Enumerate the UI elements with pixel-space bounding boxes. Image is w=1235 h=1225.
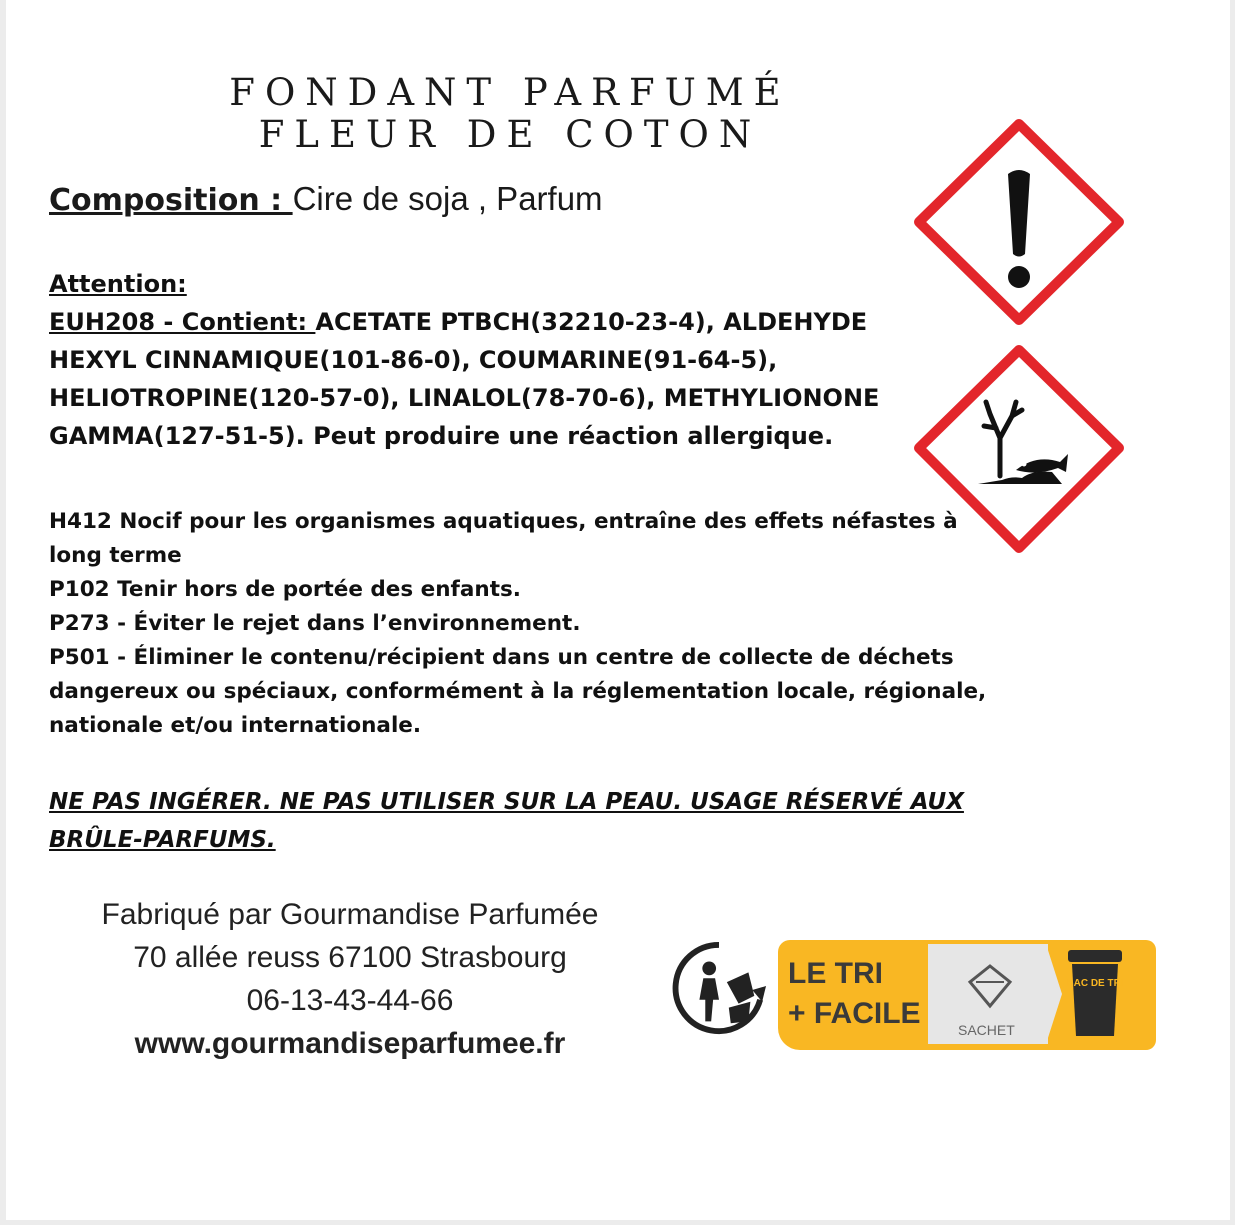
tri-line-1: LE TRI xyxy=(788,957,883,990)
manufacturer-info xyxy=(60,893,640,1065)
hazard-statement: H412 Nocif pour les organismes aquatiques, entraîne des effets néfastes à long terme xyxy=(49,509,958,568)
attention-heading: Attention: xyxy=(49,270,187,298)
product-title xyxy=(110,72,910,156)
manufacturer-phone: 06-13-43-44-66 xyxy=(246,984,454,1017)
composition-label: Composition : xyxy=(49,183,293,218)
recycling-bin-icon xyxy=(1062,948,1128,1040)
hazard-statement: P102 Tenir hors de portée des enfants. xyxy=(49,577,521,602)
exclamation-mark-icon xyxy=(912,118,1126,326)
tri-text xyxy=(788,954,928,1034)
arrow-icon xyxy=(1046,944,1062,1044)
title-line-1: FONDANT PARFUMÉ xyxy=(229,71,791,114)
tri-line-2: + FACILE xyxy=(788,997,921,1030)
hazard-statements xyxy=(49,505,989,743)
composition-value: Cire de soja , Parfum xyxy=(292,180,603,217)
title-line-2: FLEUR DE COTON xyxy=(258,113,762,156)
hazard-statement: P273 - Éviter le rejet dans l’environnement. xyxy=(49,611,581,636)
recycling-badge xyxy=(778,940,1156,1050)
euh-statement xyxy=(49,303,929,455)
composition xyxy=(49,180,603,218)
manufacturer-name: Fabriqué par Gourmandise Parfumée xyxy=(101,898,599,931)
euh-text: ACETATE PTBCH(32210-23-4), ALDEHYDE HEXYL CINNAMIQUE(101-86-0), COUMARINE(91-64-5), HELIOTROPINE(120-57-0), LINALOL(78-70-6), METHYLIONONE GAMMA(127-51-5). Peut produire une réaction allergique. xyxy=(49,308,880,450)
manufacturer-website[interactable]: www.gourmandiseparfumee.fr xyxy=(134,1027,566,1060)
euh-label: EUH208 - Contient: xyxy=(49,308,316,336)
triman-icon xyxy=(670,938,768,1038)
manufacturer-address: 70 allée reuss 67100 Strasbourg xyxy=(133,941,567,974)
environment-hazard-icon xyxy=(912,344,1126,554)
sachet-icon xyxy=(966,962,1014,1010)
bin-label: BAC DE TRI xyxy=(1066,978,1124,989)
usage-warning: NE PAS INGÉRER. NE PAS UTILISER SUR LA PEAU. USAGE RÉSERVÉ AUX BRÛLE-PARFUMS. xyxy=(49,789,964,853)
hazard-statement: P501 - Éliminer le contenu/récipient dans un centre de collecte de déchets dangereux ou spéciaux, conformément à la réglementation locale, régionale, nationale et/ou internationale. xyxy=(49,645,987,738)
sachet-label: SACHET xyxy=(958,1022,1015,1038)
attention-block xyxy=(49,265,929,455)
sachet-panel xyxy=(928,944,1048,1044)
